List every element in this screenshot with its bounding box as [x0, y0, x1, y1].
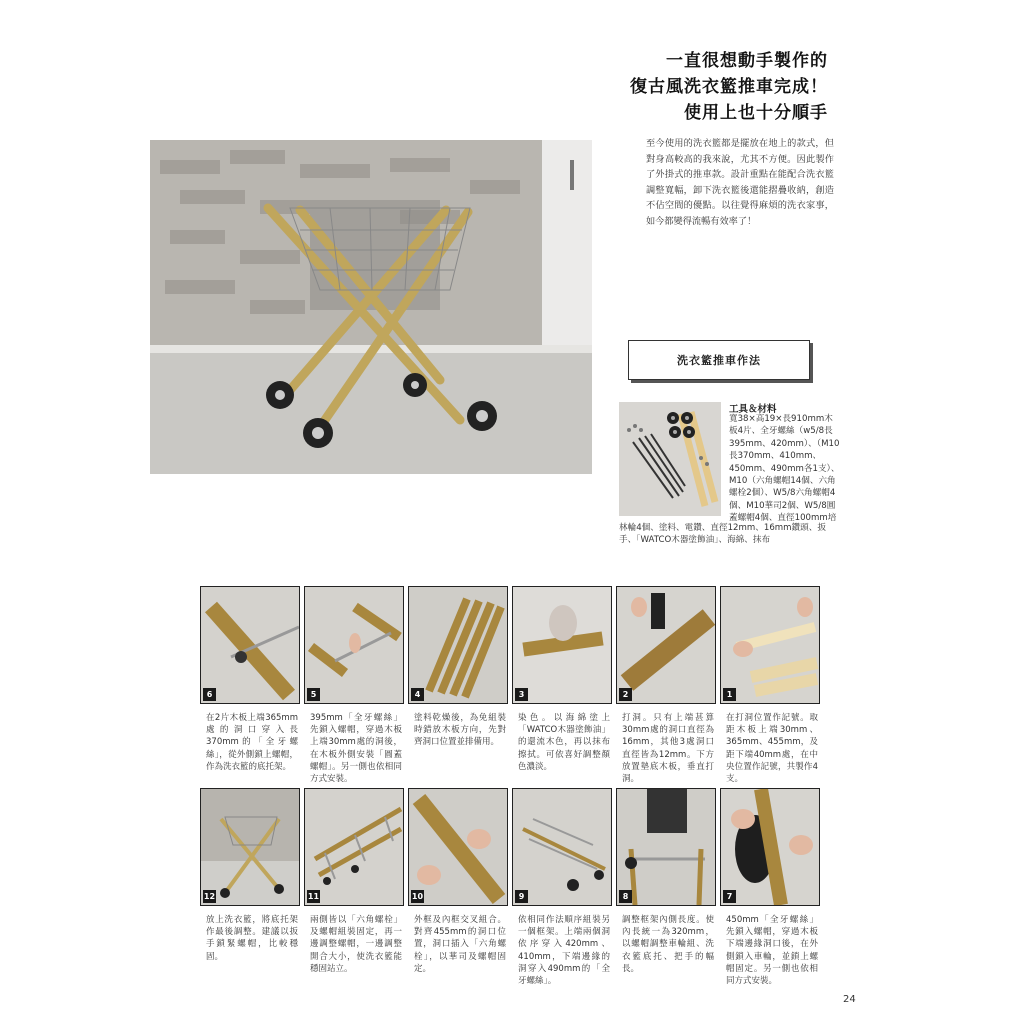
step-10-caption: 外框及內框交叉組合。對齊455mm的洞口位置，洞口插入「六角螺栓」，以華司及螺帽固定。 [414, 915, 506, 974]
headline-line-3: 使用上也十分順手 [684, 103, 828, 123]
step-5-caption: 395mm「全牙螺絲」先鎖入螺帽，穿過木板上端30mm處的洞後，在木板外側安裝「圓蓋螺帽」。另一側也依相同方式安裝。 [310, 713, 402, 785]
step-number: 11 [307, 892, 320, 901]
step-number: 2 [619, 688, 632, 701]
intro-paragraph: 至今使用的洗衣籃都是擺放在地上的款式，但對身高較高的我來說，尤其不方便。因此製作了外掛式的推車款。設計重點在能配合洗衣籃調整寬幅，卸下洗衣籃後還能摺疊收納，創造不佔空間的優點。以往覺得麻煩的洗衣家事，如今都變得流暢有效率了！ [646, 138, 834, 227]
step-number: 1 [723, 688, 736, 701]
section-title: 洗衣籃推車作法 [677, 354, 761, 367]
step-number: 8 [619, 890, 632, 903]
materials-list-continued: 林輪4個、塗料、電鑽、直徑12mm、16mm鑽頭、扳手、「WATCO木器塗飾油」、海綿、抹布 [619, 523, 826, 546]
step-photo-10 [408, 788, 508, 906]
section-heading-box [628, 340, 810, 380]
hero-photo-laundry-cart [150, 140, 592, 474]
step-photo-4 [408, 586, 508, 704]
step-photo-2 [616, 586, 716, 704]
materials-list: 寬38×高19×長910mm木板4片、全牙螺絲（w5/8長395mm、420mm）、（M10長370mm、410mm、450mm、490mm各1支）、M10（六角螺帽14個、六角螺栓2個）、W5/8六角螺帽4個、M10華司2個、W5/8圓蓋螺帽4個、直徑100mm培 [729, 414, 840, 524]
step-number: 6 [203, 688, 216, 701]
step-12-caption: 放上洗衣籃，將底托架作最後調整。建議以扳手鎖緊螺帽，比較穩固。 [206, 915, 298, 962]
step-1-caption: 在打洞位置作記號。取距木板上端30mm、365mm、455mm，及距下端40mm處，在中央位置作記號，共製作4支。 [726, 713, 818, 785]
step-photo-7 [720, 788, 820, 906]
step-number: 10 [411, 892, 424, 901]
step-number: 5 [307, 688, 320, 701]
step-8-caption: 調整框架內側長度。使內長統一為320mm，以螺帽調整車輪組、洗衣籃底托、把手的幅長。 [622, 915, 714, 974]
step-number: 4 [411, 688, 424, 701]
step-3-caption: 染色。以海綿塗上「WATCO木器塗飾油」的還流木色，再以抹布擦拭。可依喜好調整顏色濃淡。 [518, 713, 610, 772]
headline-line-1: 一直很想動手製作的 [666, 51, 828, 71]
step-11-caption: 兩側皆以「六角螺栓」及螺帽組裝固定，再一邊調整螺帽，一邊調整開合大小，使洗衣籃能穩固站立。 [310, 915, 402, 974]
step-photo-8 [616, 788, 716, 906]
step-7-caption: 450mm「全牙螺絲」先鎖入螺帽，穿過木板下端邊緣洞口後，在外側鎖入車輪，並鎖上螺帽固定。另一側也依相同方式安裝。 [726, 915, 818, 987]
step-9-caption: 依相同作法順序組裝另一個框架。上端兩個洞依序穿入420mm、410mm，下端邊緣的洞穿入490mm的「全牙螺絲」。 [518, 915, 610, 987]
materials-heading: 工具＆材料 [729, 404, 777, 415]
step-photo-11 [304, 788, 404, 906]
step-number: 12 [203, 892, 216, 901]
step-6-caption: 在2片木板上端365mm處的洞口穿入長370mm的「全牙螺絲」，從外側鎖上螺帽，作為洗衣籃的底托架。 [206, 713, 298, 772]
step-number: 7 [723, 890, 736, 903]
step-photo-9 [512, 788, 612, 906]
step-photo-3 [512, 586, 612, 704]
step-2-caption: 打洞。只有上端甚算30mm處的洞口直徑為16mm，其他3處洞口直徑皆為12mm。下方放置墊底木板，垂直打洞。 [622, 713, 714, 785]
headline-line-2: 復古風洗衣籃推車完成！ [630, 77, 828, 97]
page-number: 24 [843, 994, 856, 1005]
step-4-caption: 塗料乾燥後，為免組裝時錯放木板方向，先對齊洞口位置並排備用。 [414, 713, 506, 748]
step-photo-12 [200, 788, 300, 906]
materials-photo [619, 402, 721, 516]
step-photo-5 [304, 586, 404, 704]
step-photo-1 [720, 586, 820, 704]
step-number: 3 [515, 688, 528, 701]
step-number: 9 [515, 890, 528, 903]
article-headline [630, 48, 828, 126]
step-photo-6 [200, 586, 300, 704]
